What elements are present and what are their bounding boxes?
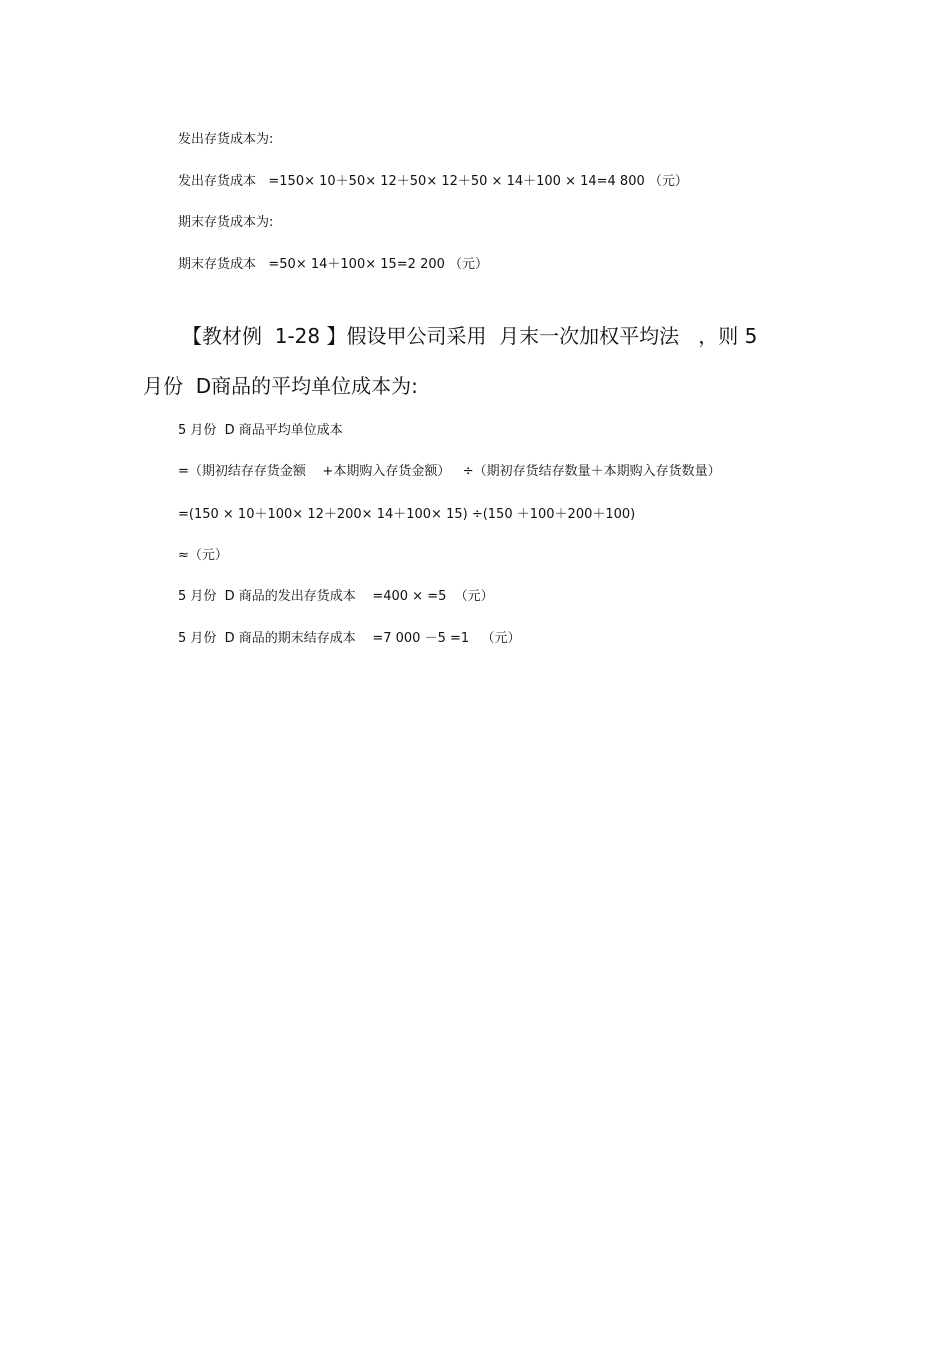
example-heading-line-2: 月份 D商品的平均单位成本为:	[143, 374, 418, 398]
text-line-average-formula-numbers: =(150 × 10＋100× 12＋200× 14＋100× 15) ÷(150 ＋100＋200＋100)	[178, 507, 636, 522]
example-heading-line-1: 【教材例 1-28 】假设甲公司采用 月末一次加权平均法 ，则 5	[182, 324, 758, 348]
text-line-ending-cost-may: 5 月份 D 商品的期末结存成本 =7 000 －5 =1 （元）	[178, 631, 521, 646]
text-line-issued-cost-heading: 发出存货成本为:	[178, 132, 274, 147]
text-line-ending-cost-formula: 期末存货成本 =50× 14＋100× 15=2 200 （元）	[178, 257, 489, 272]
text-line-average-formula-words: =（期初结存存货金额 +本期购入存货金额） ÷（期初存货结存数量＋本期购入存货数量）	[178, 464, 721, 479]
text-line-average-unit-cost-label: 5 月份 D 商品平均单位成本	[178, 423, 343, 438]
text-line-ending-cost-heading: 期末存货成本为:	[178, 215, 274, 230]
text-line-issued-cost-may: 5 月份 D 商品的发出存货成本 =400 × =5 （元）	[178, 589, 494, 604]
text-line-issued-cost-formula: 发出存货成本 =150× 10＋50× 12＋50× 12＋50 × 14＋100 × 14=4 800 （元）	[178, 174, 688, 189]
text-line-approx-result: ≈（元）	[178, 548, 228, 563]
